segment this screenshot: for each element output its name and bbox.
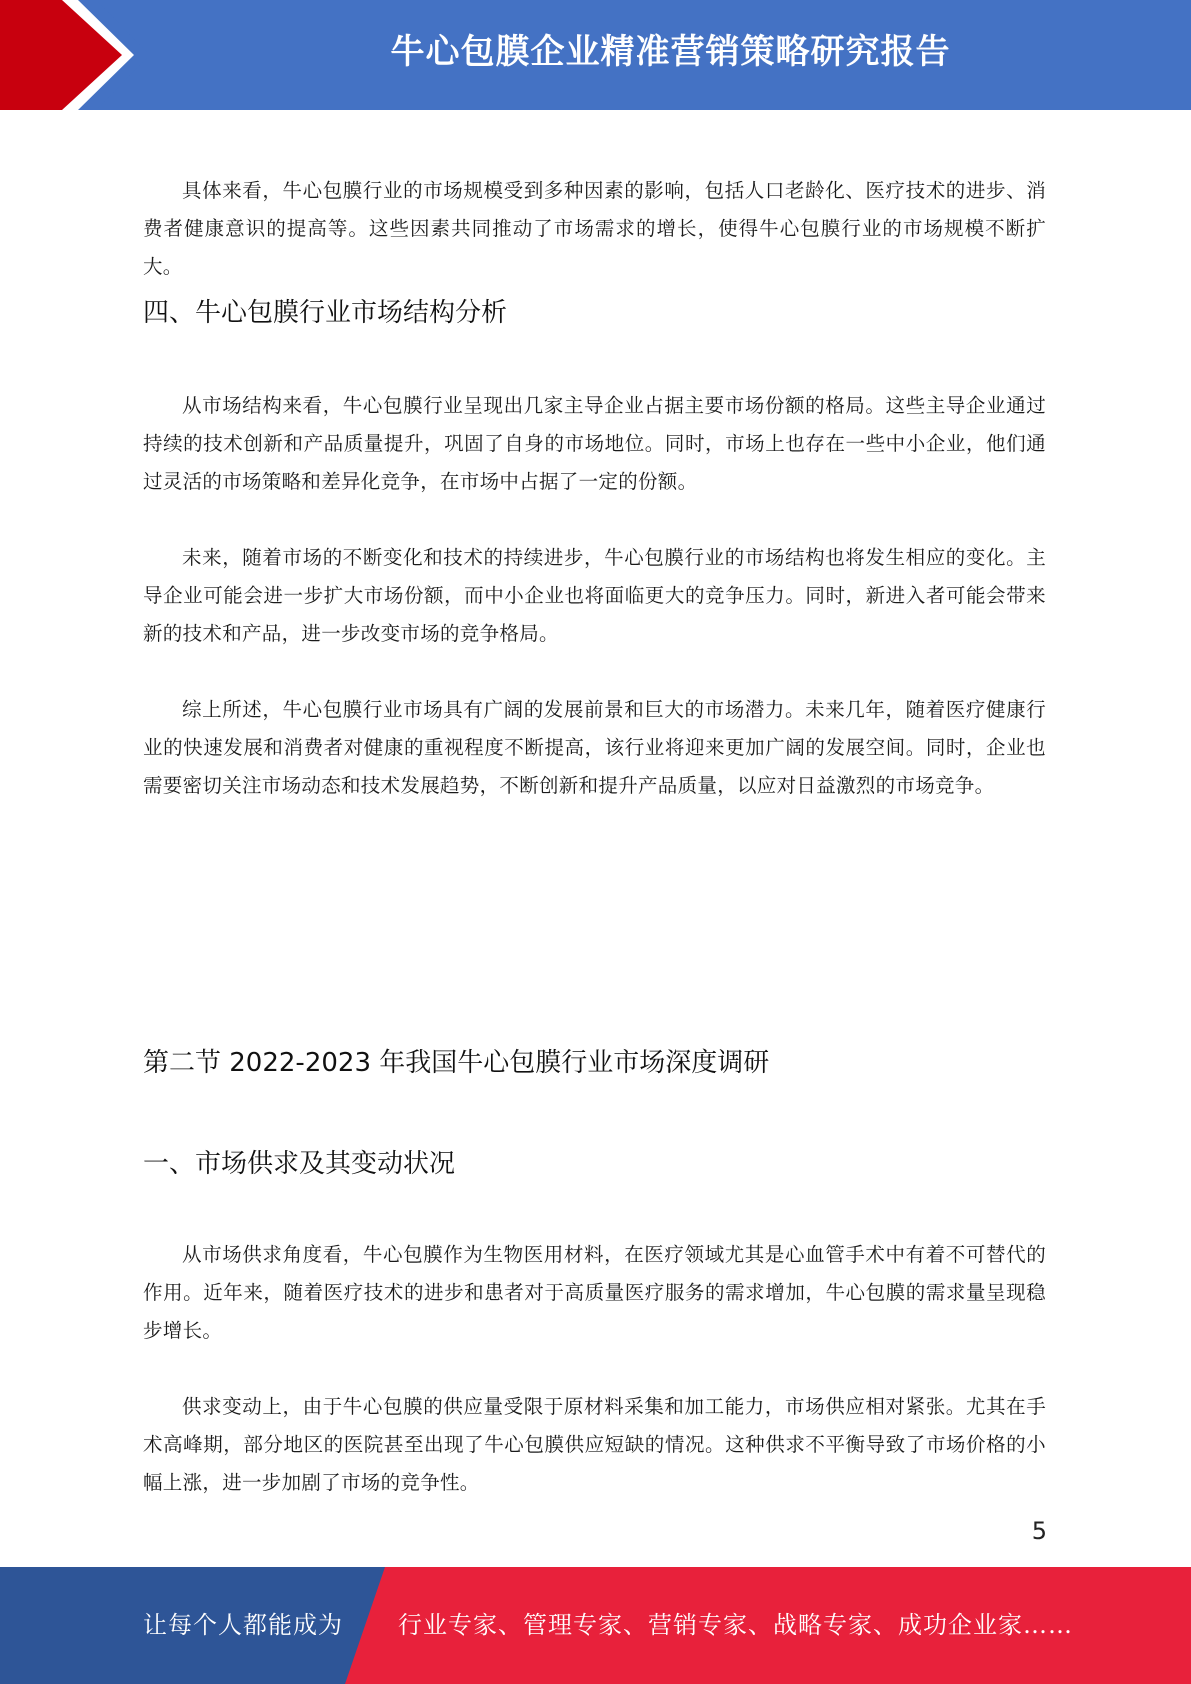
- header-red-arrow-shape: [0, 0, 150, 110]
- footer-slogan-left: 让每个人都能成为: [143, 1611, 343, 1639]
- heading-supply-demand: 一、市场供求及其变动状况: [143, 1149, 456, 1179]
- page-footer: [0, 1567, 1191, 1684]
- heading-market-structure: 四、牛心包膜行业市场结构分析: [143, 298, 508, 328]
- report-title: 牛心包膜企业精准营销策略研究报告: [390, 32, 951, 72]
- paragraph-market-size-factors: 具体来看，牛心包膜行业的市场规模受到多种因素的影响，包括人口老龄化、医疗技术的进步、消费者健康意识的提高等。这些因素共同推动了市场需求的增长，使得牛心包膜行业的市场规模不断扩大。: [143, 179, 1046, 278]
- paragraph-future-structure: 未来，随着市场的不断变化和技术的持续进步，牛心包膜行业的市场结构也将发生相应的变化。主导企业可能会进一步扩大市场份额，而中小企业也将面临更大的竞争压力。同时，新进入者可能会带来新的技术和产品，进一步改变市场的竞争格局。: [143, 546, 1046, 645]
- page-number: 5: [1031, 1517, 1047, 1545]
- paragraph-supply-demand-change: 供求变动上，由于牛心包膜的供应量受限于原材料采集和加工能力，市场供应相对紧张。尤其在手术高峰期，部分地区的医院甚至出现了牛心包膜供应短缺的情况。这种供求不平衡导致了市场价格的小幅上涨，进一步加剧了市场的竞争性。: [143, 1395, 1046, 1494]
- paragraph-supply-demand-angle: 从市场供求角度看，牛心包膜作为生物医用材料，在医疗领域尤其是心血管手术中有着不可替代的作用。近年来，随着医疗技术的进步和患者对于高质量医疗服务的需求增加，牛心包膜的需求量呈现稳步增长。: [143, 1243, 1046, 1342]
- paragraph-market-structure: 从市场结构来看，牛心包膜行业呈现出几家主导企业占据主要市场份额的格局。这些主导企业通过持续的技术创新和产品质量提升，巩固了自身的市场地位。同时，市场上也存在一些中小企业，他们通过灵活的市场策略和差异化竞争，在市场中占据了一定的份额。: [143, 394, 1046, 493]
- page-header: [0, 0, 1191, 110]
- heading-section-two: 第二节 2022-2023 年我国牛心包膜行业市场深度调研: [143, 1048, 770, 1078]
- paragraph-summary: 综上所述，牛心包膜行业市场具有广阔的发展前景和巨大的市场潜力。未来几年，随着医疗健康行业的快速发展和消费者对健康的重视程度不断提高，该行业将迎来更加广阔的发展空间。同时，企业也需要密切关注市场动态和技术发展趋势，不断创新和提升产品质量，以应对日益激烈的市场竞争。: [143, 698, 1046, 797]
- footer-slogan-right: 行业专家、管理专家、营销专家、战略专家、成功企业家……: [398, 1611, 1073, 1639]
